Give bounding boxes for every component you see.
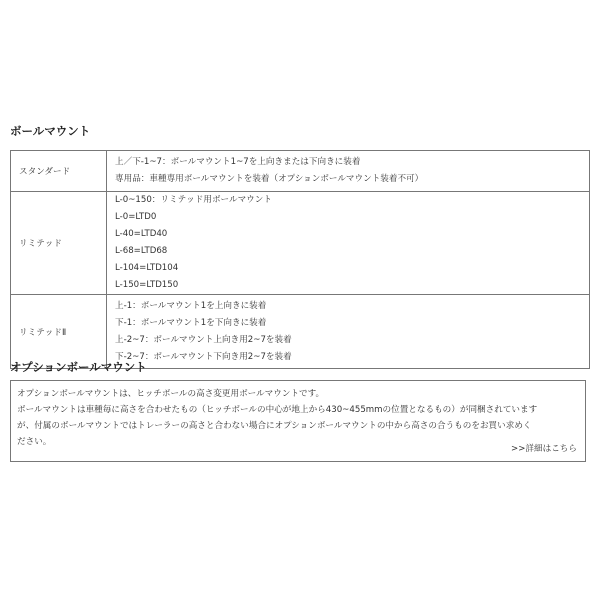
line: 専用品：車種専用ボールマウントを装着（オプションボールマウント装着不可） [115, 174, 424, 184]
line: ださい。 [17, 437, 52, 447]
line: ボールマウントは車種毎に高さを合わせたもの（ヒッチボールの中心が地上から430~455mmの位置となるもの）が同梱されています [17, 405, 538, 415]
ball-mount-table [10, 150, 590, 369]
line: L-0~150：リミテッド用ボールマウント [115, 195, 272, 205]
row-label: リミテッド [11, 192, 107, 295]
section-title-ball-mount: ボールマウント [10, 124, 91, 138]
line: L-104=LTD104 [115, 263, 179, 273]
line: L-68=LTD68 [115, 246, 168, 256]
table-row [11, 151, 590, 192]
line: 上-2~7：ボールマウント上向き用2~7を装着 [115, 334, 292, 345]
line: が、付属のボールマウントではトレーラーの高さと合わない場合にオプションボールマウントの中から高さの合うものをお買い求めく [17, 421, 532, 431]
row-label: スタンダード [11, 151, 107, 192]
section-title-option-ball-mount: オプションボールマウント [10, 360, 147, 374]
details-link[interactable]: >>詳細はこちら [511, 444, 577, 454]
line: L-40=LTD40 [115, 229, 168, 239]
table-row [11, 192, 590, 295]
line: L-150=LTD150 [115, 280, 179, 290]
line: L-0=LTD0 [115, 212, 157, 222]
option-description-box [10, 380, 586, 462]
line: オプションボールマウントは、ヒッチボールの高さ変更用ボールマウントです。 [17, 389, 325, 399]
line: 下-1：ボールマウント1を下向きに装着 [115, 317, 267, 328]
row-value [107, 192, 590, 295]
line: 上-1：ボールマウント1を上向きに装着 [115, 300, 267, 311]
line: 上／下-1~7：ボールマウント1~7を上向きまたは下向きに装着 [115, 157, 361, 167]
line: 下-2~7：ボールマウント下向き用2~7を装着 [115, 351, 292, 362]
row-value [107, 151, 590, 192]
table-row [11, 295, 590, 369]
row-value [107, 295, 590, 369]
row-label: リミテッドⅡ [11, 295, 107, 369]
